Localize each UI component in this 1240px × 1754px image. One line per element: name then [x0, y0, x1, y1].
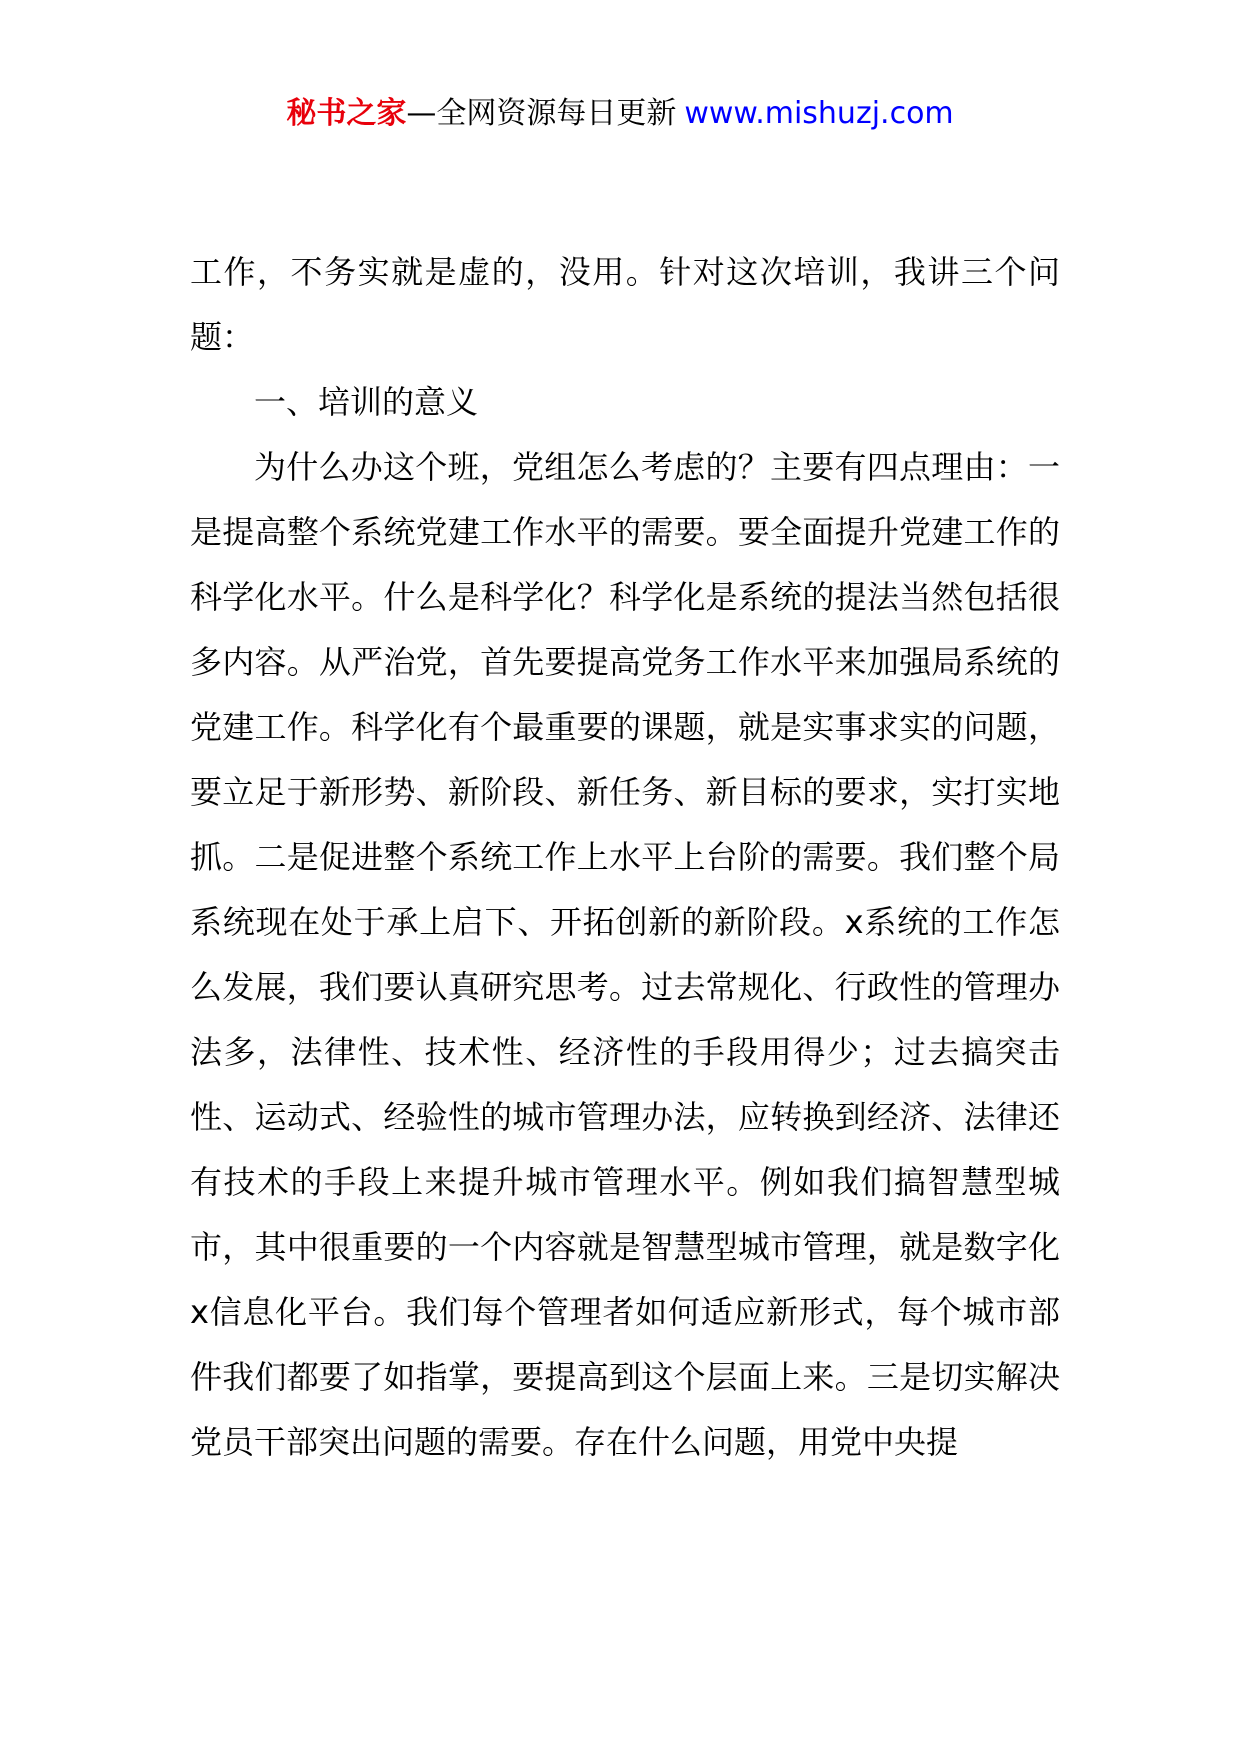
site-header	[0, 94, 1240, 134]
paragraph-main: 为什么办这个班，党组怎么考虑的？主要有四点理由：一是提高整个系统党建工作水平的需要。要全面提升党建工作的科学化水平。什么是科学化？科学化是系统的提法当然包括很多内容。从严治党，首先要提高党务工作水平来加强局系统的党建工作。科学化有个最重要的课题，就是实事求实的问题，要立足于新形势、新阶段、新任务、新目标的要求，实打实地抓。二是促进整个系统工作上水平上台阶的需要。我们整个局系统现在处于承上启下、开拓创新的新阶段。x系统的工作怎么发展，我们要认真研究思考。过去常规化、行政性的管理办法多，法律性、技术性、经济性的手段用得少；过去搞突击性、运动式、经验性的城市管理办法，应转换到经济、法律还有技术的手段上来提升城市管理水平。例如我们搞智慧型城市，其中很重要的一个内容就是智慧型城市管理，就是数字化x信息化平台。我们每个管理者如何适应新形式，每个城市部件我们都要了如指掌，要提高到这个层面上来。三是切实解决党员干部突出问题的需要。存在什么问题，用党中央提	[190, 448, 1060, 1461]
document-body	[190, 240, 1060, 1475]
brand-name: 秘书之家	[286, 96, 407, 131]
site-url-link[interactable]: www.mishuzj.com	[684, 96, 954, 131]
paragraph-continuation: 工作，不务实就是虚的，没用。针对这次培训，我讲三个问题：	[190, 253, 1060, 356]
header-tagline: —全网资源每日更新	[406, 96, 677, 131]
section-heading: 一、培训的意义	[254, 383, 479, 421]
